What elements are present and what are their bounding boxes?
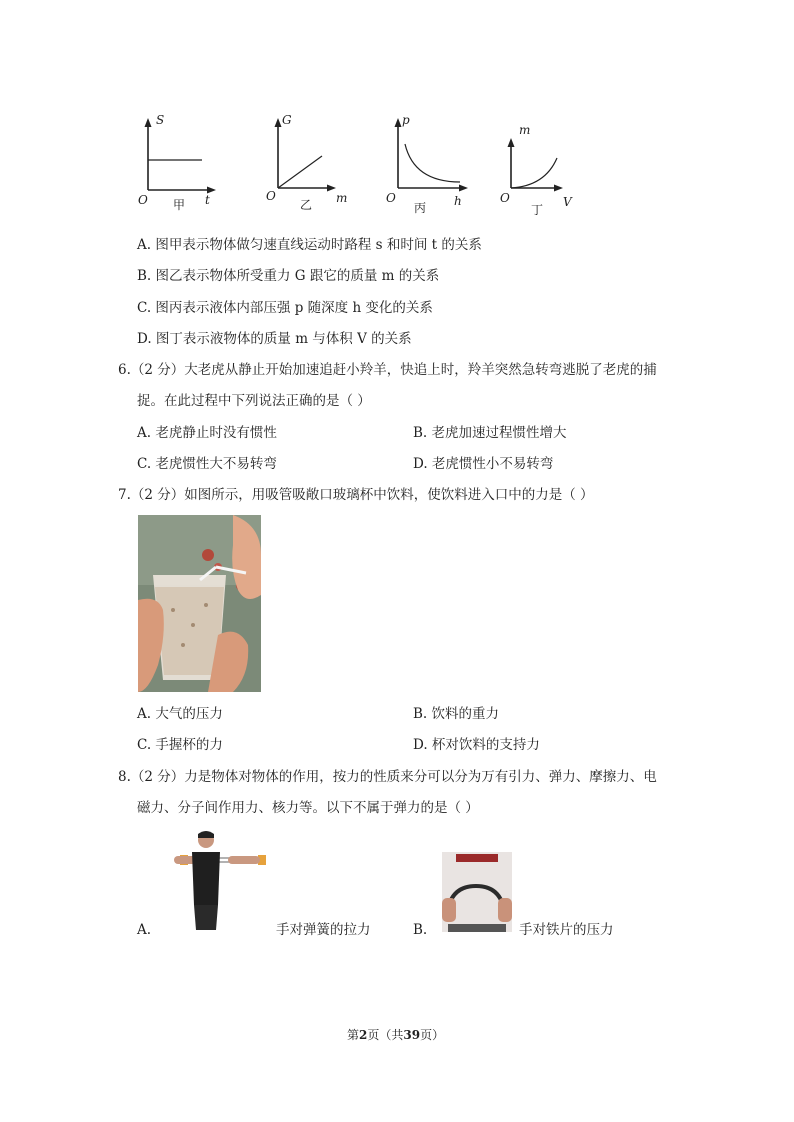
q6-option-a: A. 老虎静止时没有惯性 [137,425,277,441]
q5-option-d: D. 图丁表示液物体的质量 m 与体积 V 的关系 [137,331,412,347]
graph-yi-y-label: G [282,113,292,127]
graph-bing-x-label: h [454,194,462,208]
q7-option-a: A. 大气的压力 [137,706,223,722]
page-footer [347,1026,444,1043]
q5-option-b: B. 图乙表示物体所受重力 G 跟它的质量 m 的关系 [137,268,440,284]
q8-option-b-letter: B. [413,922,428,938]
graph-bing [380,110,480,215]
drinking-straw-photo [138,515,261,692]
graph-jia-y-label: S [156,113,165,127]
q7-option-b: B. 饮料的重力 [413,706,500,722]
q7-option-c: C. 手握杯的力 [137,737,223,753]
q8-stem-line2: 磁力、分子间作用力、核力等。以下不属于弹力的是（ ） [137,800,479,816]
graph-ding-caption: 丁 [531,203,544,217]
footer-page-number: 2 [359,1028,368,1042]
graph-ding-origin: O [500,191,510,205]
q6-stem-line1: 6.（2 分）大老虎从静止开始加速追赶小羚羊，快追上时，羚羊突然急转弯逃脱了老虎的捕 [118,362,657,378]
q7-option-d: D. 杯对饮料的支持力 [413,737,540,753]
q8-option-b-text: 手对铁片的压力 [519,922,614,938]
q5-option-a: A. 图甲表示物体做匀速直线运动时路程 s 和时间 t 的关系 [137,237,482,253]
q8-option-a-text: 手对弹簧的拉力 [276,922,371,938]
graph-yi-x-label: m [336,191,348,205]
spring-expander-photo [162,830,274,930]
footer-total-pages: 39 [403,1028,421,1042]
graph-ding-y-label: m [519,123,531,137]
graph-ding-x-label: V [563,195,572,209]
graph-jia-x-label: t [205,193,210,207]
graph-yi [260,110,360,215]
graph-yi-caption: 乙 [300,198,313,212]
q6-option-d: D. 老虎惯性小不易转弯 [413,456,554,472]
graph-jia-caption: 甲 [173,198,186,212]
iron-sheet-photo [438,852,516,932]
footer-middle: 页（共 [367,1028,404,1042]
graph-bing-caption: 丙 [414,201,427,215]
q8-option-a-letter: A. [137,922,152,938]
q6-option-c: C. 老虎惯性大不易转弯 [137,456,277,472]
graph-jia-origin: O [138,193,148,207]
footer-prefix: 第 [347,1028,360,1042]
graph-ding-svg [495,110,595,215]
graph-bing-y-label: p [402,113,410,127]
q7-stem: 7.（2 分）如图所示，用吸管吸敞口玻璃杯中饮料，使饮料进入口中的力是（ ） [118,487,594,503]
q5-option-c: C. 图丙表示液体内部压强 p 随深度 h 变化的关系 [137,300,433,316]
graph-bing-origin: O [386,191,396,205]
footer-suffix: 页） [420,1028,445,1042]
graph-jia [130,110,230,215]
graph-yi-origin: O [266,189,276,203]
q6-stem-line2: 捉。在此过程中下列说法正确的是（ ） [137,393,371,409]
q8-stem-line1: 8.（2 分）力是物体对物体的作用，按力的性质来分可以分为万有引力、弹力、摩擦力、电 [118,769,657,785]
q6-option-b: B. 老虎加速过程惯性增大 [413,425,567,441]
graph-ding [495,110,595,215]
